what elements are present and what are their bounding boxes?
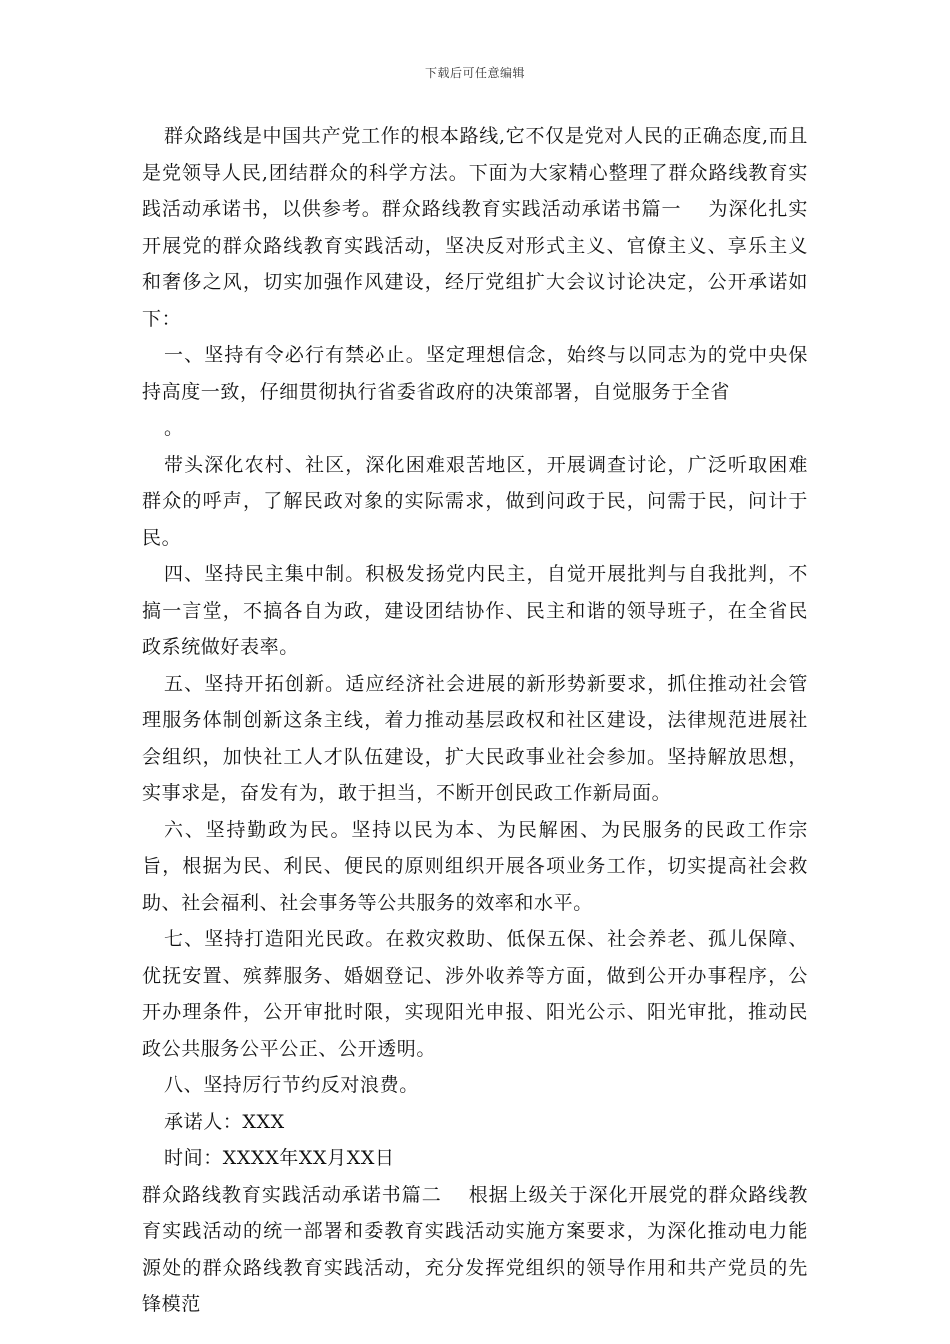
pledge-item-4: 四、坚持民主集中制。积极发扬党内民主，自觉开展批判与自我批判，不搞一言堂，不搞各自为政，建设团结协作、民主和谐的领导班子，在全省民政系统做好表率。 [142, 563, 808, 658]
intro-paragraph: 群众路线是中国共产党工作的根本路线,它不仅是党对人民的正确态度,而且是党领导人民,团结群众的科学方法。下面为大家精心整理了群众路线教育实践活动承诺书，以供参考。群众路线教育实践活动承诺书篇一 为深化扎实开展党的群众路线教育实践活动，坚决反对形式主义、官僚主义、享乐主义和奢侈之风，切实加强作风建设，经厅党组扩大会议讨论决定，公开承诺如下： [142, 125, 808, 330]
pledge-item-1: 一、坚持有令必行有禁必止。坚定理想信念，始终与以同志为的党中央保持高度一致，仔细贯彻执行省委省政府的决策部署，自觉服务于全省 [142, 344, 808, 403]
fragment-period: 。 [164, 417, 184, 439]
document-body [142, 118, 808, 1323]
part-two-paragraph: 群众路线教育实践活动承诺书篇二 根据上级关于深化开展党的群众路线教育实践活动的统一部署和委教育实践活动实施方案要求，为深化推动电力能源处的群众路线教育实践活动，充分发挥党组织的领导作用和共产党员的先锋模范 [142, 1183, 808, 1315]
pledge-item-5: 五、坚持开拓创新。适应经济社会进展的新形势新要求，抓住推动社会管理服务体制创新这条主线，着力推动基层政权和社区建设，法律规范进展社会组织，加快社工人才队伍建设，扩大民政事业社会参加。坚持解放思想，实事求是，奋发有为，敢于担当，不断开创民政工作新局面。 [142, 672, 808, 804]
pledge-item-8: 八、坚持厉行节约反对浪费。 [164, 1074, 419, 1096]
pledger-name: 承诺人：XXX [164, 1110, 285, 1133]
page-header: 下载后可任意编辑 [424, 66, 525, 80]
pledge-item-6: 六、坚持勤政为民。坚持以民为本、为民解困、为民服务的民政工作宗旨，根据为民、利民、便民的原则组织开展各项业务工作，切实提高社会救助、社会福利、社会事务等公共服务的效率和水平。 [142, 818, 808, 914]
pledge-item-7: 七、坚持打造阳光民政。在救灾救助、低保五保、社会养老、孤儿保障、优抚安置、殡葬服务、婚姻登记、涉外收养等方面，做到公开办事程序，公开办理条件，公开审批时限，实现阳光申报、阳光公示、阳光审批，推动民政公共服务公平公正、公开透明。 [142, 928, 808, 1060]
pledge-date: 时间：XXXX年XX月XX日 [164, 1147, 395, 1169]
paragraph-investigation: 带头深化农村、社区，深化困难艰苦地区，开展调查讨论，广泛听取困难群众的呼声，了解民政对象的实际需求，做到问政于民，问需于民，问计于民。 [142, 453, 808, 549]
